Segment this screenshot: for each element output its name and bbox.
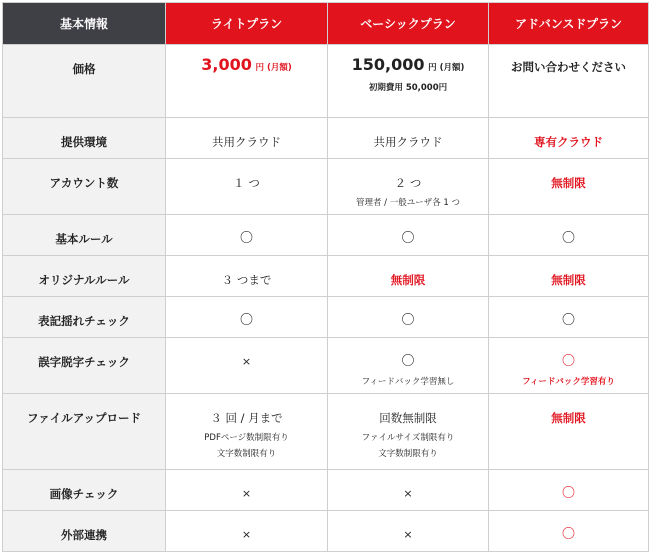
- row-label-text: 基本ルール: [55, 232, 113, 246]
- row-file-upload: [3, 394, 649, 470]
- row-basic-rules: [3, 215, 649, 256]
- contact-text: お問い合わせください: [511, 60, 626, 74]
- cell-value: 無制限: [551, 273, 586, 287]
- cell-value: ３ 回 / 月まで: [210, 411, 283, 425]
- available-mark: 〇: [401, 313, 415, 328]
- cell-advanced: [489, 215, 649, 256]
- row-label: [3, 45, 166, 118]
- unavailable-mark: ×: [403, 487, 413, 500]
- row-original-rules: [3, 256, 649, 297]
- row-label: [3, 394, 166, 470]
- initial-fee: 初期費用 50,000円: [368, 83, 448, 93]
- row-notation-check: [3, 297, 649, 338]
- cell-value: 無制限: [551, 411, 586, 425]
- row-external-integration: [3, 511, 649, 552]
- row-label-text: 表記揺れチェック: [38, 314, 130, 328]
- cell-basic: [328, 470, 489, 511]
- cell-note: フィードバック学習有り: [522, 377, 615, 387]
- row-label-text: 提供環境: [61, 135, 107, 149]
- cell-basic: [328, 256, 489, 297]
- cell-value: 共用クラウド: [212, 135, 281, 149]
- cell-lite: [166, 45, 328, 118]
- plan-comparison-table: [2, 2, 649, 552]
- available-mark: 〇: [239, 231, 253, 246]
- available-mark: 〇: [401, 231, 415, 246]
- cell-lite: [166, 215, 328, 256]
- cell-basic: [328, 215, 489, 256]
- cell-note: PDFページ数制限有り: [204, 433, 289, 443]
- cell-advanced: [489, 394, 649, 470]
- row-label-text: 価格: [72, 62, 96, 76]
- row-label-text: オリジナルルール: [38, 273, 130, 287]
- row-label: [3, 470, 166, 511]
- cell-basic: [328, 511, 489, 552]
- cell-basic: [328, 159, 489, 215]
- row-typo-check: [3, 338, 649, 394]
- available-mark: 〇: [561, 354, 575, 369]
- cell-value: １ つ: [233, 176, 260, 190]
- available-mark: 〇: [561, 231, 575, 246]
- cell-value: 専有クラウド: [534, 135, 603, 149]
- header-basic-plan: ベーシックプラン: [328, 3, 489, 45]
- price-unit: 円 (月額): [428, 63, 465, 73]
- cell-note: 文字数制限有り: [216, 449, 277, 459]
- row-label: [3, 159, 166, 215]
- price-amount: 150,000: [351, 55, 425, 74]
- row-label: [3, 338, 166, 394]
- cell-basic: [328, 394, 489, 470]
- row-image-check: [3, 470, 649, 511]
- price-amount: 3,000: [201, 55, 252, 74]
- row-label-text: 誤字脱字チェック: [38, 355, 130, 369]
- row-label-text: ファイルアップロード: [27, 411, 141, 425]
- cell-value: ２ つ: [394, 176, 422, 190]
- cell-note: 文字数制限有り: [378, 449, 438, 459]
- price-unit: 円 (月額): [255, 63, 292, 73]
- available-mark: 〇: [239, 313, 253, 328]
- cell-lite: [166, 256, 328, 297]
- cell-basic: [328, 297, 489, 338]
- cell-basic: [328, 338, 489, 394]
- cell-basic: [328, 45, 489, 118]
- available-mark: 〇: [561, 313, 575, 328]
- row-label: [3, 297, 166, 338]
- header-row: [3, 3, 649, 45]
- cell-value: 無制限: [390, 273, 426, 287]
- cell-lite: [166, 159, 328, 215]
- row-label-text: 画像チェック: [49, 487, 119, 501]
- cell-advanced: [489, 338, 649, 394]
- cell-value: ３ つまで: [221, 273, 272, 287]
- row-label: [3, 511, 166, 552]
- row-environment: [3, 118, 649, 159]
- cell-advanced: [489, 297, 649, 338]
- available-mark: 〇: [561, 527, 575, 542]
- cell-basic: [328, 118, 489, 159]
- cell-advanced: [489, 45, 649, 118]
- unavailable-mark: ×: [241, 487, 252, 500]
- cell-lite: [166, 338, 328, 394]
- cell-note: ファイルサイズ制限有り: [361, 433, 455, 443]
- cell-advanced: [489, 159, 649, 215]
- cell-lite: [166, 297, 328, 338]
- cell-advanced: [489, 256, 649, 297]
- row-price: [3, 45, 649, 118]
- cell-note: 管理者 / 一般ユーザ各 1 つ: [355, 198, 461, 208]
- unavailable-mark: ×: [241, 528, 252, 541]
- price-value: [166, 57, 327, 76]
- price-value: [328, 57, 488, 76]
- row-accounts: [3, 159, 649, 215]
- unavailable-mark: ×: [403, 528, 413, 541]
- cell-advanced: [489, 511, 649, 552]
- row-label: [3, 118, 166, 159]
- cell-lite: [166, 511, 328, 552]
- header-lite-plan: ライトプラン: [166, 3, 328, 45]
- cell-value: 回数無制限: [379, 411, 437, 425]
- cell-value: 無制限: [551, 176, 586, 190]
- cell-advanced: [489, 118, 649, 159]
- unavailable-mark: ×: [241, 355, 252, 368]
- row-label: [3, 215, 166, 256]
- header-advanced-plan: アドバンスドプラン: [489, 3, 649, 45]
- cell-value: 共用クラウド: [373, 135, 443, 149]
- available-mark: 〇: [561, 486, 575, 501]
- cell-lite: [166, 470, 328, 511]
- header-basic-info: 基本情報: [3, 3, 166, 45]
- cell-note: フィードバック学習無し: [361, 377, 455, 387]
- row-label: [3, 256, 166, 297]
- available-mark: 〇: [401, 354, 415, 369]
- cell-advanced: [489, 470, 649, 511]
- cell-lite: [166, 118, 328, 159]
- cell-lite: [166, 394, 328, 470]
- row-label-text: 外部連携: [61, 528, 107, 542]
- row-label-text: アカウント数: [49, 176, 119, 190]
